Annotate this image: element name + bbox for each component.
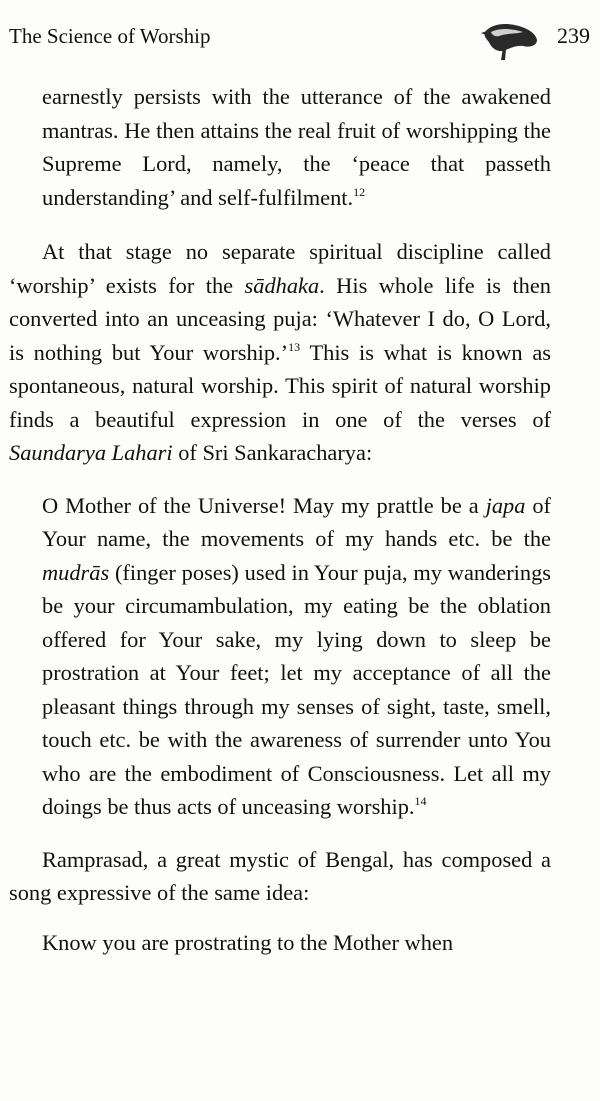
page-header [9,18,590,54]
quote-text-c: (finger poses) used in Your puja, my wanderings be your circumambulation, my eating be the oblation offered for Your sake, my lying down to sleep be prostration at Your feet; let my acceptance of all the pleasant things through my senses of sight, taste, smell, touch etc. be with the awareness of surrender unto You who are the embodiment of Consciousness. Let all my doings be thus acts of unceasing worship. [42,559,551,819]
page-number: 239 [557,23,590,48]
paragraph-2-text-d: of Sri Sankaracharya: [172,440,373,465]
paragraph-3 [9,843,551,910]
paragraph-2-text-b: . His whole life is then converted into an unceasing puja: ‘Whatever I do, O Lord, is nothing but Your worship.’ [9,272,551,365]
paragraph-1 [9,80,551,214]
running-title: The Science of Worship [9,24,211,48]
footnote-ref-13: 13 [288,339,301,354]
block-quote-prayer [42,489,551,824]
quote-text-a: O Mother of the Universe! May my prattle be a [42,492,486,518]
quote-text-b: of Your name, the movements of my hands etc. be the [42,492,552,551]
paragraph-2-text-a: At that stage no separate spiritual discipline called ‘worship’ exists for the [9,239,551,298]
song-line: Know you are prostrating to the Mother when [42,929,454,955]
footnote-ref-12: 12 [353,184,366,199]
work-title: Saundarya Lahari [9,440,173,465]
block-quote-song [42,926,551,960]
paragraph-2 [9,235,551,470]
paragraph-2-text-c: This is what is known as spontaneous, natural worship. This spirit of natural worship finds a beautiful expression in one of the verses of [9,339,552,432]
term-sadhaka: sādhaka [244,272,320,298]
bird-ornament-icon [479,18,541,60]
body-text [9,80,551,959]
footnote-ref-14: 14 [414,794,427,808]
term-mudras: mudrās [42,559,110,585]
term-japa: japa [485,492,526,518]
paragraph-1-text: earnestly persists with the utterance of the awakened mantras. He then attains the real fruit of worshipping the Supreme Lord, namely, the ‘peace that passeth understanding’ and self-fulfilment. [42,84,551,210]
paragraph-3-text: Ramprasad, a great mystic of Bengal, has composed a song expressive of the same idea: [9,846,551,905]
